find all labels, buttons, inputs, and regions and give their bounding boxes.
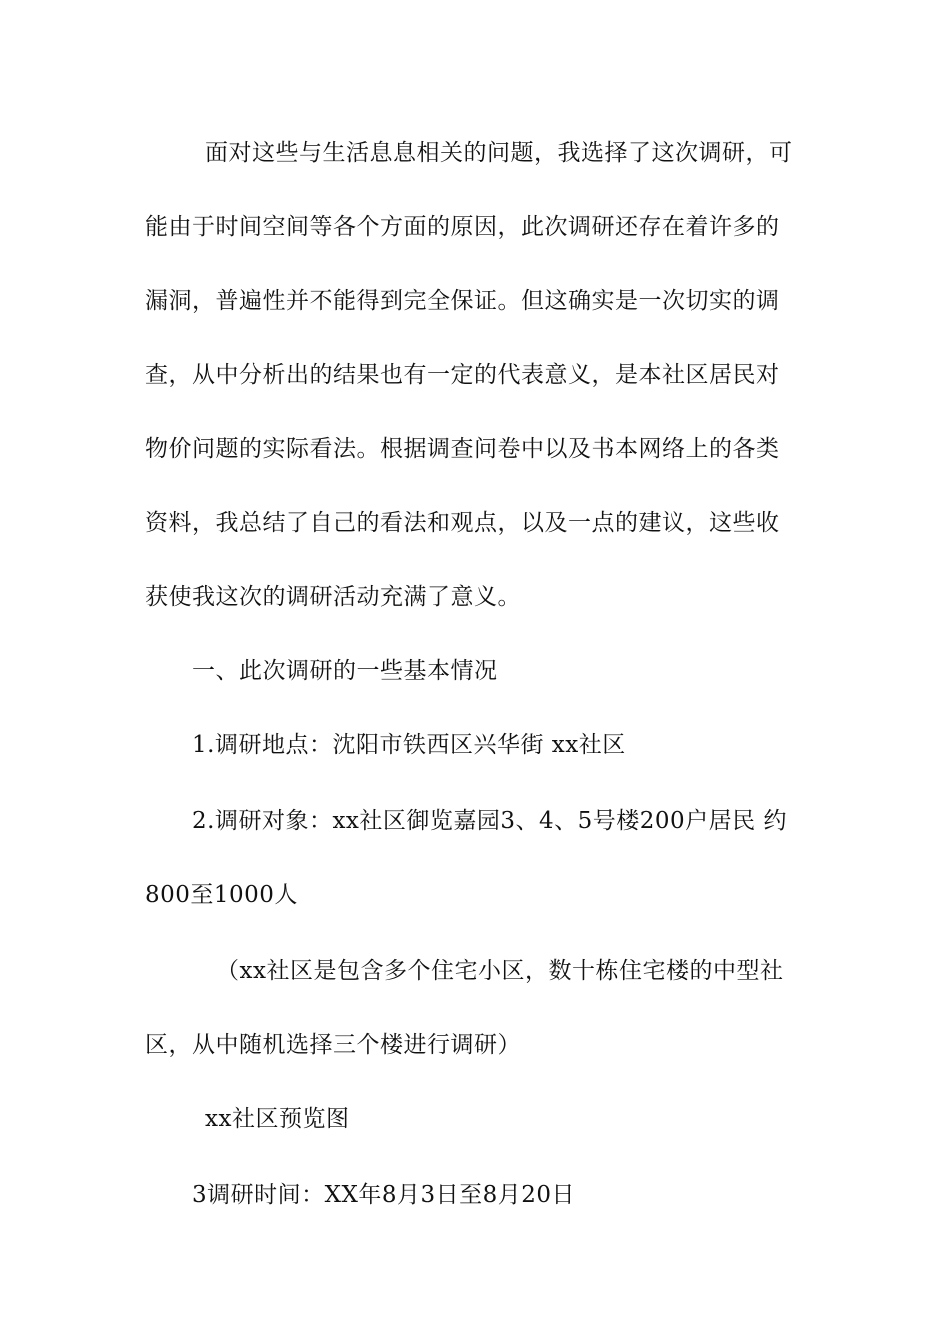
paragraph-line-3: 漏洞，普遍性并不能得到完全保证。但这确实是一次切实的调 (145, 288, 780, 314)
paragraph-line-2: 能由于时间空间等各个方面的原因，此次调研还存在着许多的 (145, 214, 780, 240)
paragraph-line-5: 物价问题的实际看法。根据调查问卷中以及书本网络上的各类 (145, 436, 780, 462)
paragraph-line-4: 查，从中分析出的结果也有一定的代表意义，是本社区居民对 (145, 362, 780, 388)
community-note-continued: 区，从中随机选择三个楼进行调研） (145, 1032, 521, 1058)
survey-subjects: 2.调研对象：xx社区御览嘉园3、4、5号楼200户居民 约 (192, 808, 787, 834)
survey-time: 3调研时间：XX年8月3日至8月20日 (192, 1182, 576, 1208)
survey-subjects-continued: 800至1000人 (145, 882, 298, 908)
paragraph-line-7: 获使我这次的调研活动充满了意义。 (145, 584, 521, 610)
paragraph-line-1: 面对这些与生活息息相关的问题，我选择了这次调研，可 (205, 140, 793, 166)
paragraph-line-6: 资料，我总结了自己的看法和观点，以及一点的建议，这些收 (145, 510, 780, 536)
community-map-caption: xx社区预览图 (205, 1106, 350, 1132)
community-note: （xx社区是包含多个住宅小区，数十栋住宅楼的中型社 (216, 958, 784, 984)
section-heading: 一、此次调研的一些基本情况 (192, 658, 498, 684)
survey-location: 1.调研地点：沈阳市铁西区兴华街 xx社区 (192, 732, 626, 758)
